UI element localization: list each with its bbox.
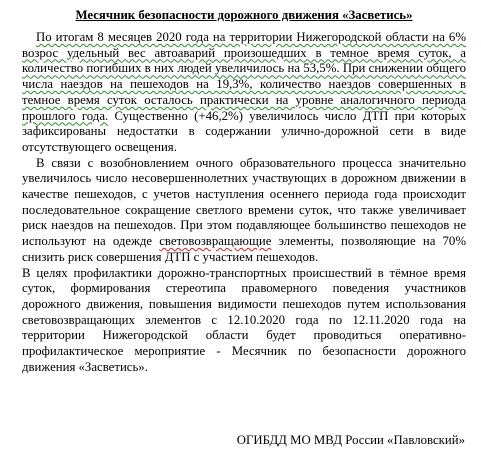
paragraph-pedestrians-start: В связи с возобновлением очного образовательного процесса значительно увеличилось число несовершеннолетних участвующих в дорожном движении в качестве пешеходов, с учетов наступления осеннего периода года происходит последовательное сокращение светлого времени суток, что также увеличивает риск наездов на пешеходов. При этом подавляющее большинство пешеходов не используют на одежде [22, 155, 466, 249]
paragraph-campaign: В целях профилактики дорожно-транспортных происшествий в тёмное время суток, формирования стереотипа правомерного поведения участников дорожного движения, повышения видимости пешеходов путем использования световозвращающих элементов с 12.10.2020 года по 12.11.2020 года на территории Нижегородской области будет проводиться оперативно-профилактическое мероприятие - Месячник по безопасности дорожного движения «Засветись». [22, 265, 466, 374]
paragraph-statistics [22, 30, 466, 156]
document-body [22, 8, 466, 375]
document-title: Месячник безопасности дорожного движения «Засветись» [75, 8, 413, 22]
paragraph-pedestrians [22, 156, 466, 266]
signature: ОГИБДД МО МВД России «Павловский» [236, 433, 465, 447]
paragraph-statistics-grammar-marked: По итогам 8 месяцев 2020 года на территории Нижегородской области на 6% возрос удельный вес автоаварий произошедших в темное время суток, а количество погибших в них людей увеличилось на 53,5%. При снижении общего числа наездов на пешеходов на 19,3%, количество наездов совершенных в темное время суток осталось практически на уровне аналогичного периода прошлого года. [22, 30, 466, 123]
spellcheck-word: световозвращающие [159, 234, 272, 249]
paragraph-statistics-tail: Существенно (+46,2%) увеличилось число ДТП при которых зафиксированы недостатки в содержании улично-дорожной сети в виде отсутствующего освещения. [22, 108, 466, 154]
paragraph-pedestrians-end: элементы, позволяющие на 70% снизить риск совершения ДТП с участием пешеходов. [22, 234, 466, 264]
